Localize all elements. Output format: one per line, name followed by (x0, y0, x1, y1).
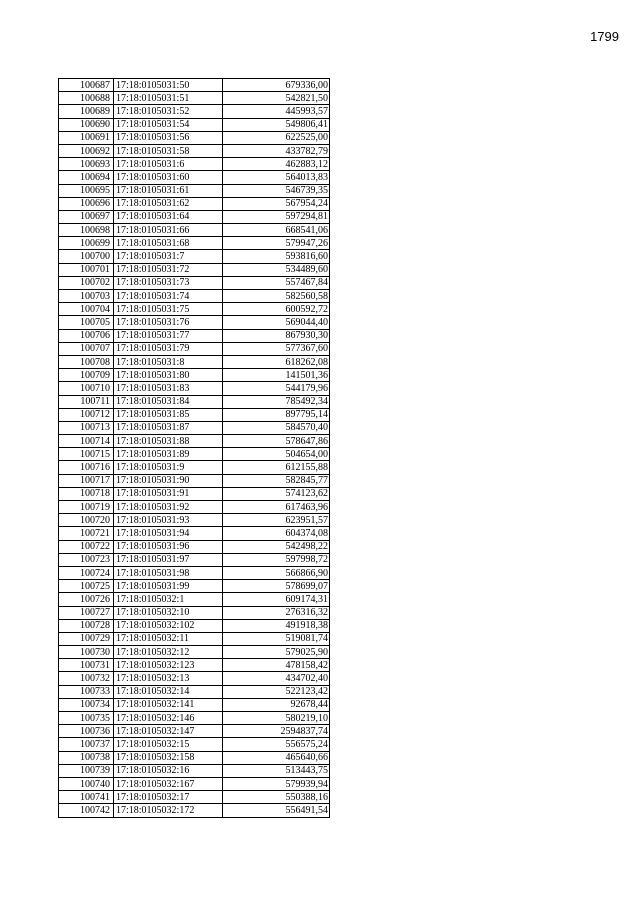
value-cell: 478158,42 (223, 659, 330, 672)
value-cell: 542498,22 (223, 540, 330, 553)
table-row (59, 580, 330, 593)
row-number-cell: 100714 (59, 435, 114, 448)
row-number-cell: 100721 (59, 527, 114, 540)
row-number-cell: 100694 (59, 171, 114, 184)
cadastral-number-cell: 17:18:0105031:73 (114, 276, 223, 289)
value-cell: 577367,60 (223, 342, 330, 355)
row-number-cell: 100737 (59, 738, 114, 751)
cadastral-number-cell: 17:18:0105031:62 (114, 197, 223, 210)
value-cell: 491918,38 (223, 619, 330, 632)
value-cell: 433782,79 (223, 144, 330, 157)
value-cell: 513443,75 (223, 764, 330, 777)
table-row (59, 435, 330, 448)
value-cell: 566866,90 (223, 566, 330, 579)
row-number-cell: 100732 (59, 672, 114, 685)
table-row (59, 804, 330, 817)
row-number-cell: 100696 (59, 197, 114, 210)
cadastral-number-cell: 17:18:0105032:11 (114, 632, 223, 645)
table-row (59, 632, 330, 645)
row-number-cell: 100692 (59, 144, 114, 157)
cadastral-number-cell: 17:18:0105031:8 (114, 355, 223, 368)
value-cell: 276316,32 (223, 606, 330, 619)
cadastral-number-cell: 17:18:0105031:80 (114, 369, 223, 382)
table-row (59, 224, 330, 237)
cadastral-number-cell: 17:18:0105032:13 (114, 672, 223, 685)
value-cell: 622525,00 (223, 131, 330, 144)
row-number-cell: 100687 (59, 79, 114, 92)
row-number-cell: 100725 (59, 580, 114, 593)
table-row (59, 342, 330, 355)
table-row (59, 791, 330, 804)
row-number-cell: 100727 (59, 606, 114, 619)
row-number-cell: 100698 (59, 224, 114, 237)
value-cell: 582845,77 (223, 474, 330, 487)
cadastral-number-cell: 17:18:0105032:10 (114, 606, 223, 619)
table-row (59, 698, 330, 711)
table-row (59, 777, 330, 790)
row-number-cell: 100728 (59, 619, 114, 632)
value-cell: 557467,84 (223, 276, 330, 289)
cadastral-number-cell: 17:18:0105032:17 (114, 791, 223, 804)
cadastral-number-cell: 17:18:0105032:14 (114, 685, 223, 698)
cadastral-number-cell: 17:18:0105032:16 (114, 764, 223, 777)
row-number-cell: 100719 (59, 501, 114, 514)
cadastral-number-cell: 17:18:0105031:72 (114, 263, 223, 276)
value-cell: 556491,54 (223, 804, 330, 817)
table-row (59, 566, 330, 579)
value-cell: 92678,44 (223, 698, 330, 711)
table-row (59, 619, 330, 632)
value-cell: 141501,36 (223, 369, 330, 382)
cadastral-number-cell: 17:18:0105032:123 (114, 659, 223, 672)
cadastral-number-cell: 17:18:0105032:141 (114, 698, 223, 711)
row-number-cell: 100697 (59, 210, 114, 223)
table-row (59, 92, 330, 105)
row-number-cell: 100718 (59, 487, 114, 500)
table-row (59, 158, 330, 171)
table-row (59, 316, 330, 329)
row-number-cell: 100690 (59, 118, 114, 131)
page-number: 1799 (590, 29, 619, 44)
row-number-cell: 100693 (59, 158, 114, 171)
value-cell: 867930,30 (223, 329, 330, 342)
value-cell: 679336,00 (223, 79, 330, 92)
cadastral-number-cell: 17:18:0105031:52 (114, 105, 223, 118)
value-cell: 462883,12 (223, 158, 330, 171)
row-number-cell: 100731 (59, 659, 114, 672)
cadastral-number-cell: 17:18:0105031:51 (114, 92, 223, 105)
value-cell: 567954,24 (223, 197, 330, 210)
table-row (59, 514, 330, 527)
value-cell: 597998,72 (223, 553, 330, 566)
table-row (59, 250, 330, 263)
cadastral-number-cell: 17:18:0105031:75 (114, 303, 223, 316)
table-row (59, 303, 330, 316)
cadastral-number-cell: 17:18:0105031:94 (114, 527, 223, 540)
table-row (59, 593, 330, 606)
row-number-cell: 100722 (59, 540, 114, 553)
table-row (59, 738, 330, 751)
row-number-cell: 100730 (59, 646, 114, 659)
row-number-cell: 100736 (59, 725, 114, 738)
value-cell: 434702,40 (223, 672, 330, 685)
value-cell: 534489,60 (223, 263, 330, 276)
cadastral-number-cell: 17:18:0105031:93 (114, 514, 223, 527)
table-row (59, 290, 330, 303)
value-cell: 445993,57 (223, 105, 330, 118)
row-number-cell: 100702 (59, 276, 114, 289)
table-row (59, 606, 330, 619)
cadastral-number-cell: 17:18:0105031:50 (114, 79, 223, 92)
row-number-cell: 100724 (59, 566, 114, 579)
table-row (59, 395, 330, 408)
table-row (59, 685, 330, 698)
value-cell: 668541,06 (223, 224, 330, 237)
row-number-cell: 100705 (59, 316, 114, 329)
row-number-cell: 100726 (59, 593, 114, 606)
table-row (59, 712, 330, 725)
cadastral-number-cell: 17:18:0105031:83 (114, 382, 223, 395)
row-number-cell: 100742 (59, 804, 114, 817)
cadastral-number-cell: 17:18:0105031:91 (114, 487, 223, 500)
row-number-cell: 100713 (59, 421, 114, 434)
cadastral-number-cell: 17:18:0105032:167 (114, 777, 223, 790)
row-number-cell: 100710 (59, 382, 114, 395)
value-cell: 584570,40 (223, 421, 330, 434)
value-cell: 546739,35 (223, 184, 330, 197)
value-cell: 556575,24 (223, 738, 330, 751)
cadastral-number-cell: 17:18:0105031:6 (114, 158, 223, 171)
cadastral-number-cell: 17:18:0105031:7 (114, 250, 223, 263)
cadastral-number-cell: 17:18:0105031:79 (114, 342, 223, 355)
table-row (59, 131, 330, 144)
value-cell: 578699,07 (223, 580, 330, 593)
cadastral-number-cell: 17:18:0105031:98 (114, 566, 223, 579)
row-number-cell: 100734 (59, 698, 114, 711)
value-cell: 549806,41 (223, 118, 330, 131)
value-cell: 522123,42 (223, 685, 330, 698)
cadastral-number-cell: 17:18:0105031:60 (114, 171, 223, 184)
row-number-cell: 100733 (59, 685, 114, 698)
table-row (59, 764, 330, 777)
value-cell: 578647,86 (223, 435, 330, 448)
cadastral-number-cell: 17:18:0105032:158 (114, 751, 223, 764)
table-row (59, 237, 330, 250)
value-cell: 579939,94 (223, 777, 330, 790)
value-cell: 609174,31 (223, 593, 330, 606)
table-row (59, 197, 330, 210)
cadastral-number-cell: 17:18:0105031:97 (114, 553, 223, 566)
table-row (59, 487, 330, 500)
row-number-cell: 100735 (59, 712, 114, 725)
table-row (59, 659, 330, 672)
cadastral-number-cell: 17:18:0105031:56 (114, 131, 223, 144)
cadastral-number-cell: 17:18:0105032:102 (114, 619, 223, 632)
table-row (59, 725, 330, 738)
row-number-cell: 100712 (59, 408, 114, 421)
table-row (59, 79, 330, 92)
row-number-cell: 100738 (59, 751, 114, 764)
cadastral-number-cell: 17:18:0105032:15 (114, 738, 223, 751)
table-row (59, 105, 330, 118)
row-number-cell: 100701 (59, 263, 114, 276)
cadastral-number-cell: 17:18:0105031:90 (114, 474, 223, 487)
cadastral-number-cell: 17:18:0105031:84 (114, 395, 223, 408)
row-number-cell: 100689 (59, 105, 114, 118)
table-row (59, 408, 330, 421)
row-number-cell: 100699 (59, 237, 114, 250)
table-row (59, 329, 330, 342)
cadastral-number-cell: 17:18:0105031:96 (114, 540, 223, 553)
value-cell: 579025,90 (223, 646, 330, 659)
cadastral-number-cell: 17:18:0105031:54 (114, 118, 223, 131)
cadastral-number-cell: 17:18:0105031:74 (114, 290, 223, 303)
table-row (59, 474, 330, 487)
cadastral-number-cell: 17:18:0105031:99 (114, 580, 223, 593)
row-number-cell: 100700 (59, 250, 114, 263)
table-row (59, 501, 330, 514)
table-row (59, 527, 330, 540)
value-cell: 579947,26 (223, 237, 330, 250)
row-number-cell: 100715 (59, 448, 114, 461)
table-row (59, 263, 330, 276)
value-cell: 618262,08 (223, 355, 330, 368)
value-cell: 550388,16 (223, 791, 330, 804)
cadastral-number-cell: 17:18:0105031:76 (114, 316, 223, 329)
row-number-cell: 100741 (59, 791, 114, 804)
cadastral-number-cell: 17:18:0105032:147 (114, 725, 223, 738)
cadastral-number-cell: 17:18:0105031:66 (114, 224, 223, 237)
cadastral-number-cell: 17:18:0105032:172 (114, 804, 223, 817)
value-cell: 544179,96 (223, 382, 330, 395)
row-number-cell: 100716 (59, 461, 114, 474)
cadastral-number-cell: 17:18:0105032:146 (114, 712, 223, 725)
value-cell: 564013,83 (223, 171, 330, 184)
table-row (59, 118, 330, 131)
cadastral-number-cell: 17:18:0105031:77 (114, 329, 223, 342)
row-number-cell: 100703 (59, 290, 114, 303)
row-number-cell: 100711 (59, 395, 114, 408)
cadastral-number-cell: 17:18:0105031:88 (114, 435, 223, 448)
table-row (59, 276, 330, 289)
value-cell: 617463,96 (223, 501, 330, 514)
row-number-cell: 100723 (59, 553, 114, 566)
value-cell: 897795,14 (223, 408, 330, 421)
value-cell: 519081,74 (223, 632, 330, 645)
row-number-cell: 100740 (59, 777, 114, 790)
value-cell: 569044,40 (223, 316, 330, 329)
table-row (59, 751, 330, 764)
table-row (59, 210, 330, 223)
cadastral-number-cell: 17:18:0105031:58 (114, 144, 223, 157)
cadastral-number-cell: 17:18:0105031:89 (114, 448, 223, 461)
cadastral-number-cell: 17:18:0105032:12 (114, 646, 223, 659)
cadastral-number-cell: 17:18:0105031:64 (114, 210, 223, 223)
row-number-cell: 100708 (59, 355, 114, 368)
cadastral-number-cell: 17:18:0105031:92 (114, 501, 223, 514)
row-number-cell: 100688 (59, 92, 114, 105)
cadastral-value-table (58, 78, 330, 818)
table-row (59, 448, 330, 461)
value-cell: 593816,60 (223, 250, 330, 263)
table-row (59, 355, 330, 368)
row-number-cell: 100739 (59, 764, 114, 777)
value-cell: 612155,88 (223, 461, 330, 474)
value-cell: 574123,62 (223, 487, 330, 500)
cadastral-number-cell: 17:18:0105031:85 (114, 408, 223, 421)
row-number-cell: 100709 (59, 369, 114, 382)
row-number-cell: 100704 (59, 303, 114, 316)
cadastral-number-cell: 17:18:0105032:1 (114, 593, 223, 606)
table-row (59, 461, 330, 474)
row-number-cell: 100720 (59, 514, 114, 527)
row-number-cell: 100717 (59, 474, 114, 487)
table-row (59, 672, 330, 685)
table-row (59, 540, 330, 553)
table-row (59, 144, 330, 157)
cadastral-number-cell: 17:18:0105031:87 (114, 421, 223, 434)
value-cell: 580219,10 (223, 712, 330, 725)
value-cell: 623951,57 (223, 514, 330, 527)
value-cell: 785492,34 (223, 395, 330, 408)
row-number-cell: 100691 (59, 131, 114, 144)
value-cell: 2594837,74 (223, 725, 330, 738)
table-row (59, 553, 330, 566)
value-cell: 600592,72 (223, 303, 330, 316)
table-row (59, 369, 330, 382)
table-row (59, 421, 330, 434)
row-number-cell: 100706 (59, 329, 114, 342)
cadastral-number-cell: 17:18:0105031:61 (114, 184, 223, 197)
cadastral-number-cell: 17:18:0105031:9 (114, 461, 223, 474)
row-number-cell: 100695 (59, 184, 114, 197)
value-cell: 604374,08 (223, 527, 330, 540)
value-cell: 597294,81 (223, 210, 330, 223)
value-cell: 582560,58 (223, 290, 330, 303)
row-number-cell: 100729 (59, 632, 114, 645)
table-row (59, 184, 330, 197)
row-number-cell: 100707 (59, 342, 114, 355)
value-cell: 504654,00 (223, 448, 330, 461)
value-cell: 465640,66 (223, 751, 330, 764)
table-body (59, 79, 330, 818)
table-row (59, 382, 330, 395)
cadastral-number-cell: 17:18:0105031:68 (114, 237, 223, 250)
table-row (59, 171, 330, 184)
value-cell: 542821,50 (223, 92, 330, 105)
table-row (59, 646, 330, 659)
